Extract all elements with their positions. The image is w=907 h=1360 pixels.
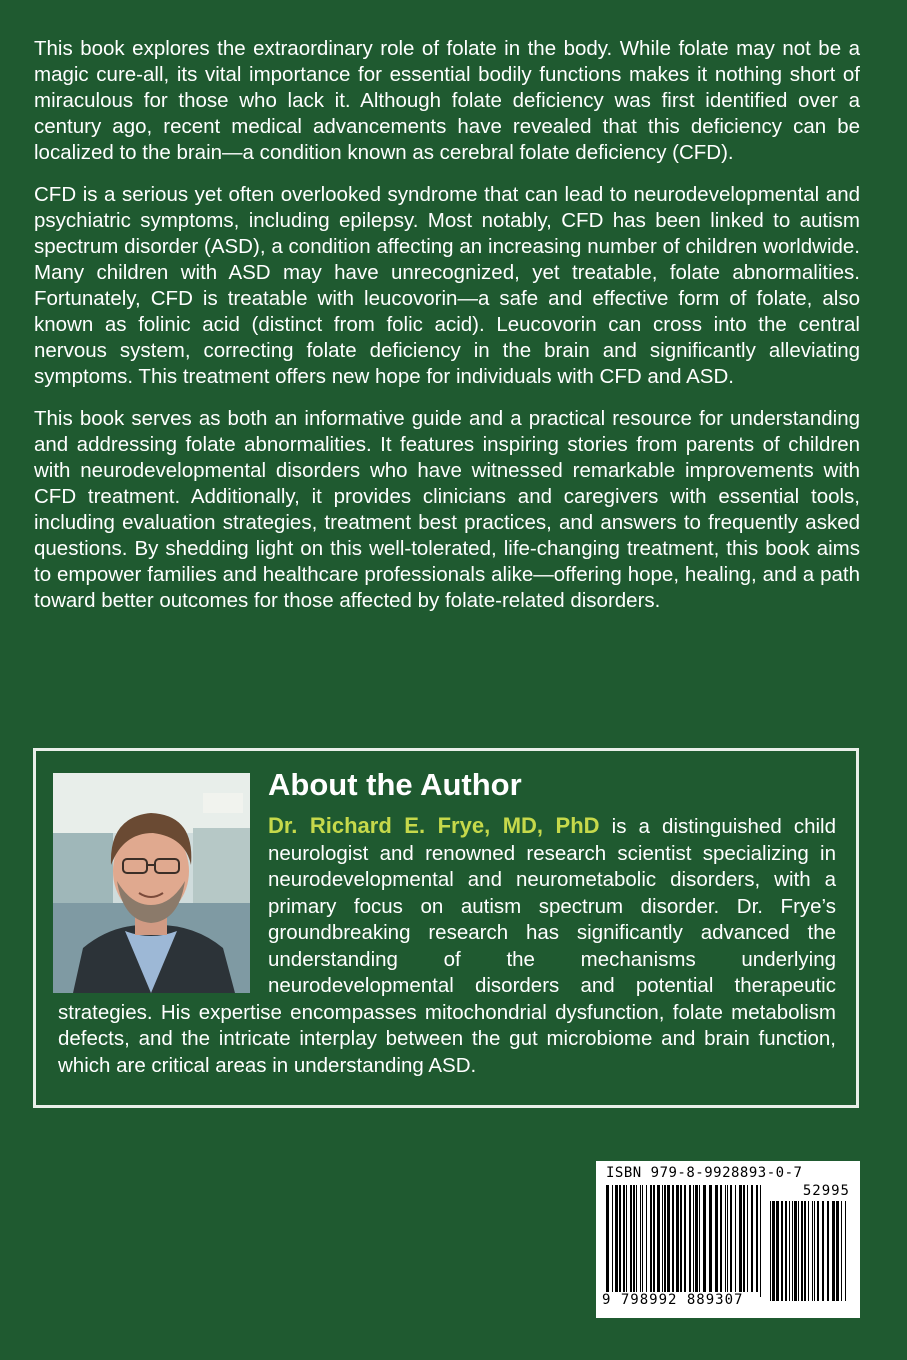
barcode-bar <box>827 1201 829 1301</box>
barcode-bar <box>739 1185 742 1297</box>
barcode-bar <box>792 1201 793 1301</box>
blurb-paragraph-1: This book explores the extraordinary role of folate in the body. While folate may not be a magic cure-all, its vital importance for essential bodily functions makes it nothing short of miraculous for those who lack it. Although folate deficiency was first identified over a century ago, recent medical advancements have revealed that this deficiency can be localized to the brain—a condition known as cerebral folate deficiency (CFD). <box>34 37 860 164</box>
barcode-bar <box>845 1201 846 1301</box>
barcode-bar <box>636 1185 637 1297</box>
barcode-bar <box>727 1185 728 1297</box>
barcode-bar <box>676 1185 679 1297</box>
blurb-paragraph-3: This book serves as both an informative guide and a practical resource for understanding and addressing folate abnormalities. It features inspiring stories from parents of children with neurodevelopmental disorders who have witnessed remarkable improvements with CFD treatment. Additionally, it provides clinicians and caregivers with essential tools, including evaluation strategies, treatment best practices, and answers to frequently asked questions. By shedding light on this well-tolerated, life-changing treatment, this book aims to empower families and healthcare professionals alike—offering hope, healing, and a path toward better outcomes for those affected by folate-related disorders. <box>34 407 860 612</box>
barcode-bar <box>606 1185 609 1297</box>
barcode-bar <box>789 1201 790 1301</box>
barcode-bar <box>817 1201 819 1301</box>
isbn-label: ISBN 979-8-9928893-0-7 <box>606 1165 803 1181</box>
author-name: Dr. Richard E. Frye, MD, PhD <box>268 813 600 838</box>
barcode-bar <box>814 1201 815 1301</box>
barcode-bar <box>715 1185 718 1297</box>
barcode-bar <box>662 1185 663 1297</box>
isbn-barcode <box>596 1161 860 1318</box>
barcode-bar <box>672 1185 674 1297</box>
about-author-heading: About the Author <box>268 767 522 802</box>
barcode-bar <box>664 1185 666 1297</box>
barcode-bar <box>619 1185 621 1297</box>
barcode-bar <box>615 1185 618 1297</box>
barcode-bar <box>657 1185 660 1297</box>
barcode-bar <box>781 1201 783 1301</box>
barcode-bar <box>667 1185 670 1297</box>
barcode-bar <box>709 1185 712 1297</box>
barcode-bar <box>776 1201 779 1301</box>
barcode-bar <box>680 1185 682 1297</box>
barcode-bar <box>804 1201 806 1301</box>
barcode-bar <box>730 1185 732 1297</box>
barcode-bar <box>841 1201 842 1301</box>
barcode-bar <box>743 1185 745 1297</box>
back-cover-blurb <box>34 36 860 630</box>
barcode-bar <box>684 1185 686 1297</box>
barcode-bar <box>756 1185 758 1297</box>
barcode-bar <box>623 1185 625 1297</box>
barcode-bar <box>633 1185 635 1297</box>
about-author-box <box>33 748 859 1108</box>
blurb-paragraph-2: CFD is a serious yet often overlooked syndrome that can lead to neurodevelopmental and psychiatric symptoms, including epilepsy. Most notably, CFD has been linked to autism spectrum disorder (ASD), a condition affecting an increasing number of children worldwide. Many children with ASD may have unrecognized, yet treatable, folate abnormalities. Fortunately, CFD is treatable with leucovorin—a safe and effective form of folate, also known as folinic acid (distinct from folic acid). Leucovorin can cross into the central nervous system, correcting folate deficiency in the brain and significantly alleviating symptoms. This treatment offers new hope for individuals with CFD and ASD. <box>34 183 860 388</box>
barcode-bar <box>720 1185 722 1297</box>
ean-barcode-bars <box>606 1185 764 1297</box>
barcode-bar <box>836 1201 839 1301</box>
barcode-bar <box>653 1185 655 1297</box>
barcode-bar <box>640 1185 641 1297</box>
barcode-bar <box>772 1201 775 1301</box>
barcode-bar <box>751 1185 753 1297</box>
ean-digits: 9 798992 889307 <box>600 1292 760 1308</box>
barcode-bar <box>693 1185 694 1297</box>
barcode-bar <box>801 1201 803 1301</box>
barcode-bar <box>703 1185 706 1297</box>
barcode-bar <box>646 1185 647 1297</box>
barcode-bar <box>626 1185 627 1297</box>
author-bio <box>58 813 836 1079</box>
barcode-bar <box>785 1201 787 1301</box>
price-addon-bars <box>770 1201 850 1301</box>
photo-wrap-spacer <box>58 813 268 997</box>
barcode-bar <box>735 1185 736 1297</box>
barcode-bar <box>689 1185 691 1297</box>
barcode-bar <box>630 1185 632 1297</box>
price-code: 52995 <box>802 1183 850 1199</box>
barcode-bar <box>725 1185 726 1297</box>
barcode-bar <box>747 1185 748 1297</box>
barcode-bar <box>770 1201 771 1301</box>
barcode-bar <box>794 1201 797 1301</box>
barcode-bar <box>812 1201 813 1301</box>
barcode-bar <box>642 1185 643 1297</box>
barcode-bar <box>612 1185 613 1297</box>
barcode-bar <box>650 1185 652 1297</box>
barcode-bar <box>808 1201 809 1301</box>
barcode-bar <box>699 1185 700 1297</box>
barcode-bar <box>695 1185 698 1297</box>
barcode-bar <box>822 1201 824 1301</box>
barcode-bar <box>760 1185 761 1297</box>
barcode-bar <box>832 1201 835 1301</box>
barcode-bar <box>798 1201 799 1301</box>
author-bio-text: is a distinguished child neurologist and renowned research scientist specializing in neurodevelopmental and neurometabolic disorders, with a primary focus on autism spectrum disorder. Dr. Frye’s groundbreaking research has significantly advanced the understanding of the mechanisms underlying neurodevelopmental disorders and potential therapeutic strategies. His expertise encompasses mitochondrial dysfunction, folate metabolism defects, and the intricate interplay between the gut microbiome and brain function, which are critical areas in understanding ASD. <box>58 815 836 1077</box>
